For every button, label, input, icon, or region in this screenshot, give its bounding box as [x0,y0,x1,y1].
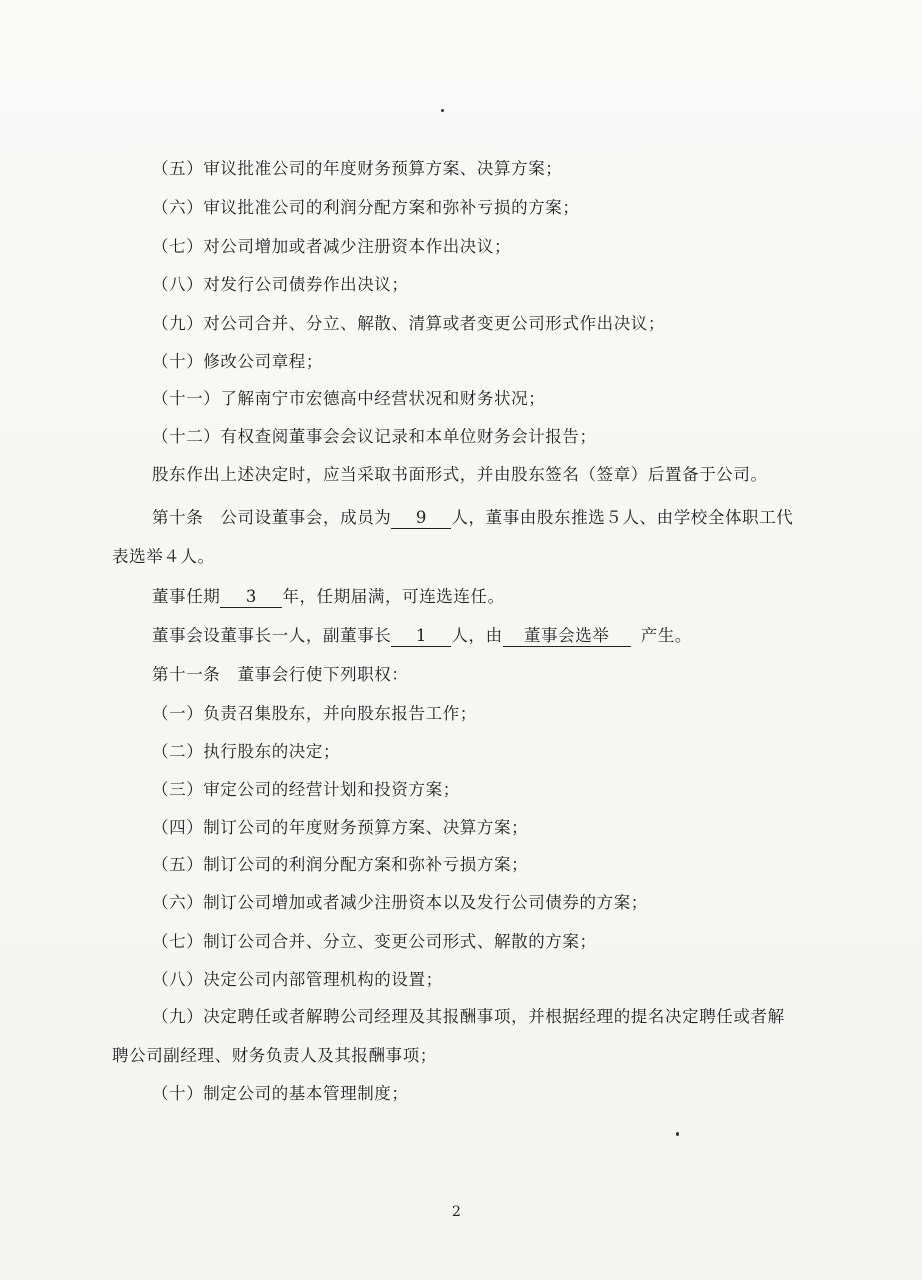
item-11-status: （十一）了解南宁市宏德高中经营状况和财务状况； [152,389,546,408]
chairman-text-e: 产生。 [640,626,693,645]
item-7-capital: （七）对公司增加或者减少注册资本作出决议； [152,237,512,256]
chairman-text-c: 人，由 [451,626,503,645]
item-12-records: （十二）有权查阅董事会会议记录和本单位财务会计报告； [152,427,597,446]
item-9-merger: （九）对公司合并、分立、解散、清算或者变更公司形式作出决议； [152,314,665,333]
page-number: 2 [452,1204,461,1220]
board-item-5: （五）制订公司的利润分配方案和弥补亏损方案； [152,855,529,874]
board-item-4: （四）制订公司的年度财务预算方案、决算方案； [152,818,529,837]
scan-speck [676,1132,679,1136]
item-6-review-profit: （六）审议批准公司的利润分配方案和弥补亏损的方案； [152,198,580,217]
board-item-1: （一）负责召集股东，并向股东报告工作； [152,704,477,723]
board-item-3: （三）审定公司的经营计划和投资方案； [152,780,460,799]
board-member-count: 9 [391,508,451,529]
chairman-clause [152,624,692,648]
shareholder-decision-paragraph: 股东作出上述决定时，应当采取书面形式，并由股东签名（签章）后置备于公司。 [152,465,768,484]
article-11-heading: 第十一条 董事会行使下列职权： [152,665,409,684]
vice-chairman-count: 1 [391,626,451,647]
board-item-2: （二）执行股东的决定； [152,742,341,761]
election-method: 董事会选举 [503,626,631,647]
director-term-text-a: 董事任期 [152,587,221,606]
board-item-10: （十）制定公司的基本管理制度； [152,1084,409,1103]
chairman-text-a: 董事会设董事长一人，副董事长 [152,626,392,645]
board-item-9: （九）决定聘任或者解聘公司经理及其报酬事项，并根据经理的提名决定聘任或者解 [152,1007,785,1026]
article-10-text-c: 人，董事由股东推选５人、由学校全体职工代 [451,508,794,527]
item-10-articles: （十）修改公司章程； [152,352,323,371]
scan-speck [441,109,444,112]
article-10-board [152,506,793,530]
director-term-text-c: 年，任期届满，可连选连任。 [282,587,505,606]
director-term [152,585,505,609]
article-10-text-a: 第十条 公司设董事会，成员为 [152,508,392,527]
board-item-9-continuation: 聘公司副经理、财务负责人及其报酬事项； [112,1046,437,1065]
board-item-8: （八）决定公司内部管理机构的设置； [152,970,443,989]
board-item-7: （七）制订公司合并、分立、变更公司形式、解散的方案； [152,932,597,951]
board-item-6: （六）制订公司增加或者减少注册资本以及发行公司债券的方案； [152,893,648,912]
article-10-continuation: 表选举４人。 [112,547,215,566]
director-term-years: 3 [220,587,282,608]
item-8-bonds: （八）对发行公司债券作出决议； [152,275,409,294]
item-5-review-budget: （五）审议批准公司的年度财务预算方案、决算方案； [152,159,563,178]
